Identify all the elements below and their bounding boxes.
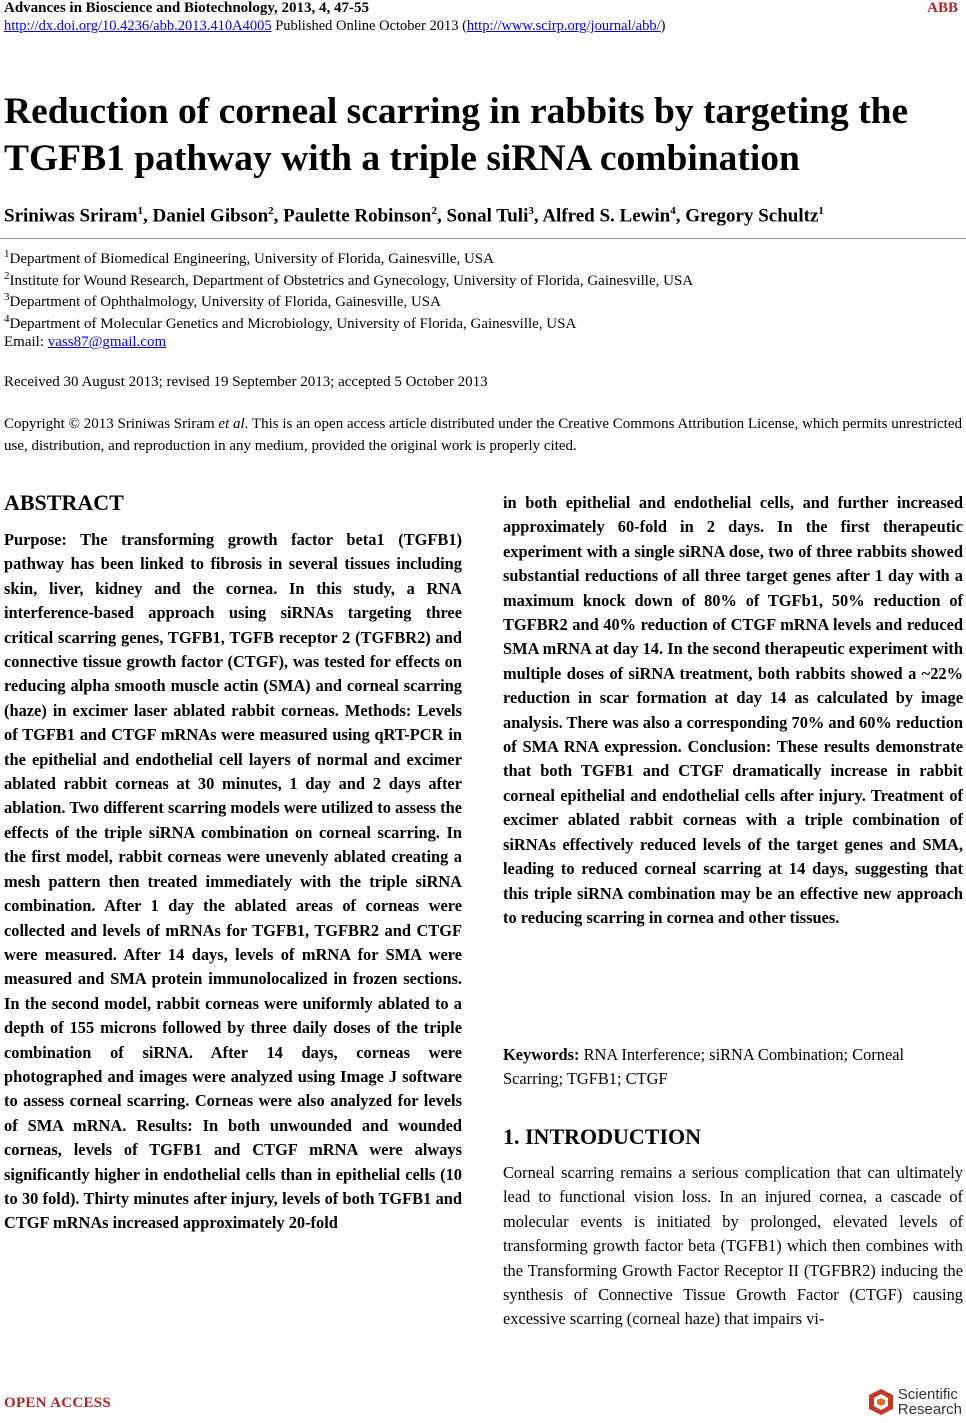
email-line <box>4 334 166 351</box>
published-text: Published Online October 2013 ( <box>271 18 467 34</box>
affiliation-mark: 4 <box>4 313 10 325</box>
keywords <box>503 1043 963 1091</box>
open-access-label: OPEN ACCESS <box>4 1395 112 1411</box>
publisher-name <box>898 1387 962 1417</box>
abstract-text-left: Purpose: The transforming growth factor beta1 (TGFB1) pathway has been linked to fibrosis in several tissues including skin, liver, kidney and the cornea. In this study, a RNA interference-based approach using siRNAs targeting three critical scarring genes, TGFB1, TGFB receptor 2 (TGFBR2) and connective tissue growth factor (CTGF), was tested for effects on reducing alpha smooth muscle actin (SMA) and corneal scarring (haze) in excimer laser ablated rabbit corneas. Methods: Levels of TGFB1 and CTGF mRNAs were measured using qRT-PCR in the epithelial and endothelial cell layers of normal and excimer ablated rabbit corneas at 30 minutes, 1 day and 2 days after ablation. Two different scarring models were utilized to assess the effects of the triple siRNA combination on corneal scarring. In the first model, rabbit corneas were unevenly ablated creating a mesh pattern then treated immediately with the triple siRNA combination. After 1 day the ablated areas of corneas were collected and levels of mRNAs for TGFB1, TGFBR2 and CTGF were measured. After 14 days, levels of mRNA for SMA were measured and SMA protein immunolocalized in frozen sections. In the second model, rabbit corneas were uniformly ablated to a depth of 155 microns followed by three daily doses of the triple combination of siRNA. After 14 days, corneas were photographed and images were analyzed using Image J software to assess corneal scarring. Corneas were also analyzed for levels of SMA mRNA. Results: In both unwounded and wounded corneas, levels of TGFB1 and CTGF mRNA were always significantly higher in endothelial cells than in epithelial cells (10 to 30 fold). Thirty minutes after injury, levels of both TGFB1 and CTGF mRNAs increased approximately 20-fold <box>4 530 462 1233</box>
journal-link[interactable]: http://www.scirp.org/journal/abb/ <box>466 18 661 34</box>
introduction-text: Corneal scarring remains a serious complication that can ultimately lead to functional vision loss. In an injured cornea, a cascade of molecular events is initiated by prolonged, elevated levels of transforming growth factor beta (TGFB1) which then combines with the Transforming Growth Factor Receptor II (TGFBR2) inducing the synthesis of Connective Tissue Growth Factor (CTGF) causing excessive scarring (corneal haze) that impairs vi- <box>503 1163 963 1329</box>
author-name: Paulette Robinson <box>283 205 432 227</box>
close-paren: ) <box>660 18 666 34</box>
author-affiliation-mark: 4 <box>670 205 676 217</box>
author-separator: , <box>273 205 284 227</box>
journal-citation: Advances in Bioscience and Biotechnology, 2013, 4, 47-55 <box>4 0 370 16</box>
author-name: Sriniwas Sriram <box>4 205 138 227</box>
received-dates: Received 30 August 2013; revised 19 September 2013; accepted 5 October 2013 <box>4 374 488 390</box>
author-affiliation-mark: 1 <box>818 205 824 217</box>
introduction-heading: 1. INTRODUCTION <box>503 1124 702 1149</box>
copyright-text-rest: . This is an open access article distributed under the Creative Commons Attribution License, which permits unrestricted use, distribution, and reproduction in any medium, provided the original work is properly cited. <box>4 416 962 454</box>
doi-link[interactable]: http://dx.doi.org/10.4236/abb.2013.410A4005 <box>4 18 272 34</box>
author-affiliation-mark: 3 <box>528 205 534 217</box>
affiliation-mark: 1 <box>4 248 10 260</box>
publication-line <box>4 18 665 35</box>
affiliation-text: Department of Molecular Genetics and Microbiology, University of Florida, Gainesville, USA <box>9 316 577 332</box>
affiliation-mark: 3 <box>4 291 10 303</box>
affiliation <box>4 270 693 290</box>
author-affiliation-mark: 1 <box>137 205 144 217</box>
affiliation <box>4 291 441 311</box>
author-separator: , <box>436 205 447 227</box>
affiliation-text: Department of Biomedical Engineering, University of Florida, Gainesville, USA <box>9 251 494 267</box>
author-name: Alfred S. Lewin <box>542 205 671 227</box>
affiliation <box>4 313 576 333</box>
affiliation-text: Department of Ophthalmology, University of Florida, Gainesville, USA <box>9 294 441 310</box>
author-separator: , <box>143 205 153 227</box>
author-name: Gregory Schultz <box>685 205 819 227</box>
paper-title: Reduction of corneal scarring in rabbits by targeting the TGFB1 pathway with a triple siRNA combination <box>4 91 909 179</box>
author-separator: , <box>533 205 543 227</box>
author-separator: , <box>675 205 686 227</box>
author-name: Sonal Tuli <box>446 205 529 227</box>
affiliation-text: Institute for Wound Research, Department of Obstetrics and Gynecology, University of Florida, Gainesville, USA <box>9 273 694 289</box>
affiliation-mark: 2 <box>4 270 10 282</box>
copyright-notice <box>4 413 962 457</box>
scientific-research-logo-icon <box>868 1388 894 1416</box>
email-link[interactable]: vass87@gmail.com <box>47 334 167 350</box>
abstract-text-right: in both epithelial and endothelial cells, and further increased approximately 60-fold in 2 days. In the first therapeutic experiment with a single siRNA dose, two of three rabbits showed substantial reductions of all three target genes after 1 day with a maximum knock down of 80% of TGFb1, 50% reduction of TGFBR2 and 40% reduction of CTGF mRNA levels and reduced SMA mRNA at day 14. In the second therapeutic experiment with multiple doses of siRNA treatment, both rabbits showed a ~22% reduction in scar formation at day 14 as calculated by image analysis. There was also a corresponding 70% and 60% reduction of SMA RNA expression. Conclusion: These results demonstrate that both TGFB1 and CTGF dramatically increase in rabbit corneal epithelial and endothelial cells after injury. Treatment of excimer ablated rabbit corneas with a triple combination of siRNAs effectively reduced levels of the target genes and SMA, leading to reduced corneal scarring at 14 days, suggesting that this triple siRNA combination may be an effective new approach to reducing scarring in cornea and other tissues. <box>503 493 963 927</box>
publisher-logo <box>868 1387 962 1417</box>
author-list <box>4 205 824 227</box>
header-divider <box>0 238 966 239</box>
email-label: Email: <box>4 334 48 350</box>
abstract-heading: ABSTRACT <box>4 490 124 515</box>
author-affiliation-mark: 2 <box>268 205 274 217</box>
affiliation <box>4 248 494 268</box>
copyright-etal: et al <box>218 416 245 432</box>
author-affiliation-mark: 2 <box>431 205 437 217</box>
publisher-name-line1: Scientific <box>897 1386 958 1403</box>
journal-abbrev: ABB <box>927 0 958 16</box>
author-name: Daniel Gibson <box>152 205 269 227</box>
keywords-label: Keywords: <box>503 1045 580 1064</box>
publisher-name-line2: Research <box>897 1401 962 1418</box>
keywords-text: RNA Interference; siRNA Combination; Corneal Scarring; TGFB1; CTGF <box>503 1045 905 1088</box>
copyright-text: Copyright © 2013 Sriniwas Sriram <box>4 416 219 432</box>
